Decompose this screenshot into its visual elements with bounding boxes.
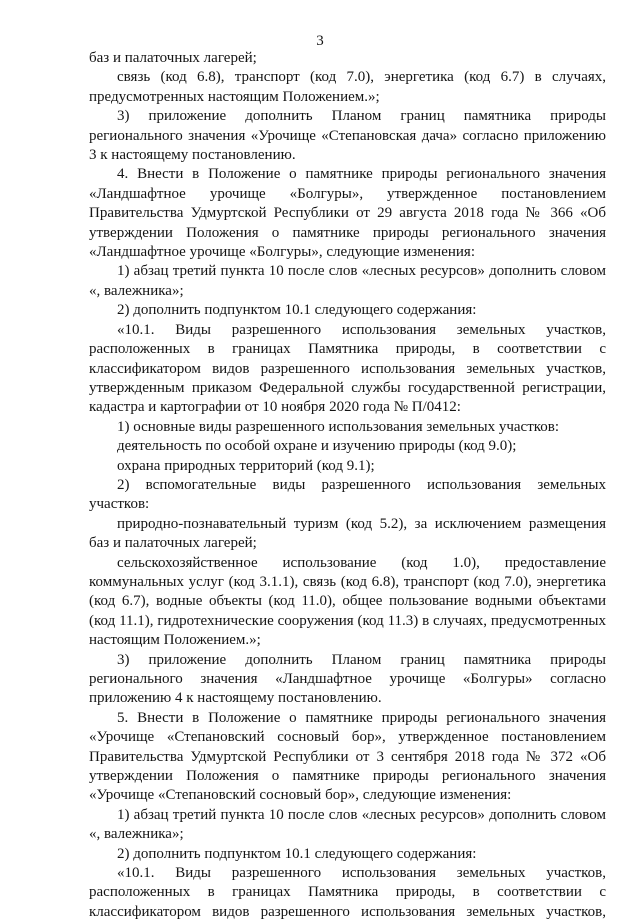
paragraph: 4. Внести в Положение о памятнике природы регионального значения «Ландшафтное урочище «Болгуры», утвержденное постановлением Правительства Удмуртской Республики от 29 августа 2018 года № 366 «Об утверждении Положения о памятнике природы регионального значения «Ландшафтное урочище «Болгуры», следующие изменения:	[89, 166, 606, 261]
paragraph: связь (код 6.8), транспорт (код 7.0), энергетика (код 6.7) в случаях, предусмотренных настоящим Положением.»;	[89, 69, 606, 105]
paragraph: «10.1. Виды разрешенного использования земельных участков, расположенных в границах Памятника природы, в соответствии с классификатором видов разрешенного использования земельных участков,	[89, 865, 606, 920]
paragraph: деятельность по особой охране и изучению природы (код 9.0);	[117, 438, 517, 455]
paragraph: сельскохозяйственное использование (код 1.0), предоставление коммунальных услуг (код 3.1.1), связь (код 6.8), транспорт (код 7.0), энергетика (код 6.7), водные объекты (код 11.0), общее пользование водными объектами (код 11.1), гидротехнические сооружения (код 11.3) в случаях, предусмотренных настоящим Положением.»;	[89, 554, 606, 649]
paragraph: 2) вспомогательные виды разрешенного использования земельных участков:	[89, 476, 606, 513]
paragraph: 1) абзац третий пункта 10 после слов «лесных ресурсов» дополнить словом «, валежника»;	[89, 806, 606, 843]
document-body	[89, 49, 606, 922]
paragraph: «10.1. Виды разрешенного использования земельных участков, расположенных в границах Памятника природы, в соответствии с классификатором видов разрешенного использования земельных участков, утвержденным приказом Федеральной службы государственной регистрации, кадастра и картографии от 10 ноября 2020 года № П/0412:	[89, 321, 606, 416]
paragraph: 2) дополнить подпунктом 10.1 следующего содержания:	[117, 845, 477, 862]
paragraph: охрана природных территорий (код 9.1);	[117, 457, 375, 474]
paragraph: 1) абзац третий пункта 10 после слов «лесных ресурсов» дополнить словом «, валежника»;	[89, 263, 606, 299]
paragraph: 1) основные виды разрешенного использования земельных участков:	[117, 418, 560, 435]
page-number: 3	[316, 33, 324, 49]
paragraph: 2) дополнить подпунктом 10.1 следующего содержания:	[117, 302, 477, 319]
paragraph: природно-познавательный туризм (код 5.2), за исключением размещения баз и палаточных лагерей;	[89, 515, 606, 552]
paragraph: 5. Внести в Положение о памятнике природы регионального значения «Урочище «Степановский сосновый бор», утвержденное постановлением Правительства Удмуртской Республики от 3 сентября 2018 года № 372 «Об утверждении Положения о памятнике природы регионального значения «Урочище «Степановский сосновый бор», следующие изменения:	[89, 709, 606, 804]
paragraph: 3) приложение дополнить Планом границ памятника природы регионального значения «Ландшафтное урочище «Болгуры» согласно приложению 4 к настоящему постановлению.	[89, 651, 606, 707]
paragraph: баз и палаточных лагерей;	[89, 50, 257, 66]
paragraph: 3) приложение дополнить Планом границ памятника природы регионального значения «Урочище «Степановская дача» согласно приложению 3 к настоящему постановлению.	[89, 108, 606, 164]
